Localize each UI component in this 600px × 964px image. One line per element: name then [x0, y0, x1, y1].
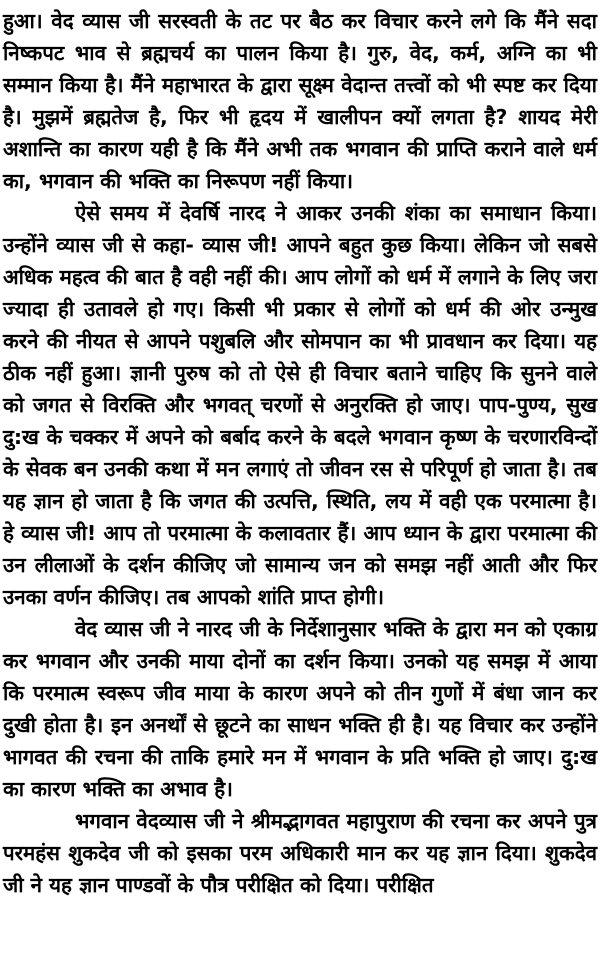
paragraph-2: ऐसे समय में देवर्षि नारद ने आकर उनकी शंका का समाधान किया। उन्होंने व्यास जी से कहा- व्यास जी! आपने बहुत कुछ किया। लेकिन जो सबसे अधिक महत्व की बात है वही नहीं की। आप लोगों को धर्म में लगाने के लिए जरा ज्यादा ही उतावले हो गए। किसी भी प्रकार से लोगों को धर्म की ओर उन्मुख करने की नीयत से आपने पशुबलि और सोमपान का भी प्रावधान कर दिया। यह ठीक नहीं हुआ। ज्ञानी पुरुष को तो ऐसे ही विचार बताने चाहिए कि सुनने वाले को जगत से विरक्ति और भगवत् चरणों से अनुरक्ति हो जाए। पाप-पुण्य, सुख दु:ख के चक्कर में अपने को बर्बाद करने के बदले भगवान कृष्ण के चरणारविन्दों के सेवक बन उनकी कथा में मन लगाएं तो जीवन रस से परिपूर्ण हो जाता है। तब यह ज्ञान हो जाता है कि जगत की उत्पत्ति, स्थिति, लय में वही एक परमात्मा है। हे व्यास जी! आप तो परमात्मा के कलावतार हैं। आप ध्यान के द्वारा परमात्मा की उन लीलाओं के दर्शन कीजिए जो सामान्य जन को समझ नहीं आती और फिर उनका वर्णन कीजिए। तब आपको शांति प्राप्त होगी। [3, 201, 597, 609]
paragraph-4: भगवान वेदव्यास जी ने श्रीमद्भागवत महापुराण की रचना कर अपने पुत्र परमहंस शुकदेव जी को इसका परम अधिकारी मान कर यह ज्ञान दिया। शुकदेव जी ने यह ज्ञान पाण्डवों के पौत्र परीक्षित को दिया। परीक्षित [3, 809, 597, 897]
paragraph-3: वेद व्यास जी ने नारद जी के निर्देशानुसार भक्ति के द्वारा मन को एकाग्र कर भगवान और उनकी माया दोनों का दर्शन किया। उनको यह समझ में आया कि परमात्म स्वरूप जीव माया के कारण अपने को तीन गुणों में बंधा जान कर दुखी होता है। इन अनर्थों से छूटने का साधन भक्ति ही है। यह विचार कर उन्होंने भागवत की रचना की ताकि हमारे मन में भगवान के प्रति भक्ति हो जाए। दु:ख का कारण भक्ति का अभाव है। [3, 617, 597, 801]
paragraph-1: हुआ। वेद व्यास जी सरस्वती के तट पर बैठ कर विचार करने लगे कि मैंने सदा निष्कपट भाव से ब्रह्मचर्य का पालन किया है। गुरु, वेद, कर्म, अग्नि का भी सम्मान किया है। मैंने महाभारत के द्वारा सूक्ष्म वेदान्त तत्त्वों को भी स्पष्ट कर दिया है। मुझमें ब्रह्मतेज है, फिर भी हृदय में खालीपन क्यों लगता है? शायद मेरी अशान्ति का कारण यही है कि मैंने अभी तक भगवान की प्राप्ति कराने वाले धर्म का, भगवान की भक्ति का निरूपण नहीं किया। [3, 9, 597, 193]
